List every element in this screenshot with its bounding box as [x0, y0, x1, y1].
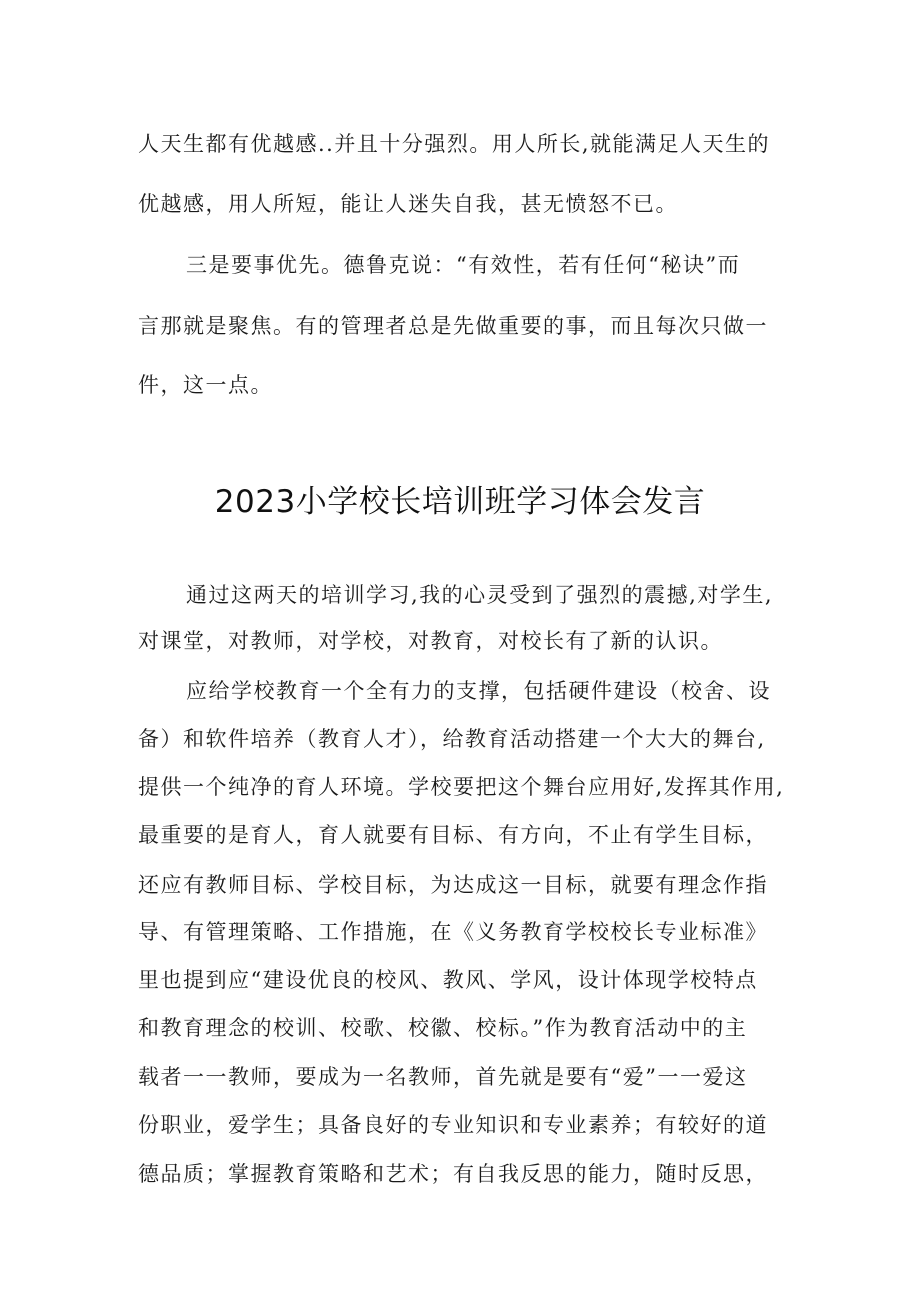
text-line: 还应有教师目标、学校目标，为达成这一目标，就要有理念作指	[138, 873, 768, 897]
text-line: 份职业，爱学生；具备良好的专业知识和专业素养；有较好的道	[138, 1113, 768, 1137]
text-line: 备）和软件培养（教育人才），给教育活动搭建一个大大的舞台,	[138, 727, 766, 751]
text-line: 导、有管理策略、工作措施，在《义务教育学校校长专业标准》	[138, 920, 768, 944]
text-line: 里也提到应“建设优良的校风、教风、学风，设计体现学校特点	[138, 968, 758, 992]
text-line: 提供一个纯净的育人环境。学校要把这个舞台应用好,发挥其作用,	[138, 775, 785, 799]
text-line: 和教育理念的校训、校歌、校徽、校标。”作为教育活动中的主	[138, 1016, 748, 1040]
text-line: 言那就是聚焦。有的管理者总是先做重要的事，而且每次只做一	[138, 314, 768, 338]
text-line: 人天生都有优越感..并且十分强烈。用人所长,就能满足人天生的	[138, 132, 771, 156]
text-line: 对课堂，对教师，对学校，对教育，对校长有了新的认识。	[138, 629, 723, 653]
text-line: 优越感，用人所短，能让人迷失自我，甚无愤怒不已。	[138, 192, 678, 216]
text-line: 最重要的是育人，育人就要有目标、有方向，不止有学生目标，	[138, 823, 768, 847]
text-line: 载者一一教师，要成为一名教师，首先就是要有“爱”一一爱这	[138, 1065, 748, 1089]
text-line: 件，这一点。	[138, 373, 273, 397]
text-line: 德品质；掌握教育策略和艺术；有自我反思的能力，随时反思，	[138, 1162, 768, 1186]
article-title: 2023小学校长培训班学习体会发言	[214, 484, 706, 520]
paragraph-start-line: 通过这两天的培训学习,我的心灵受到了强烈的震撼,对学生,	[186, 583, 774, 607]
paragraph-start-line: 三是要事优先。德鲁克说：“有效性，若有任何“秘诀”而	[186, 253, 741, 277]
paragraph-start-line: 应给学校教育一个全有力的支撑，包括硬件建设（校舍、设	[186, 679, 771, 703]
